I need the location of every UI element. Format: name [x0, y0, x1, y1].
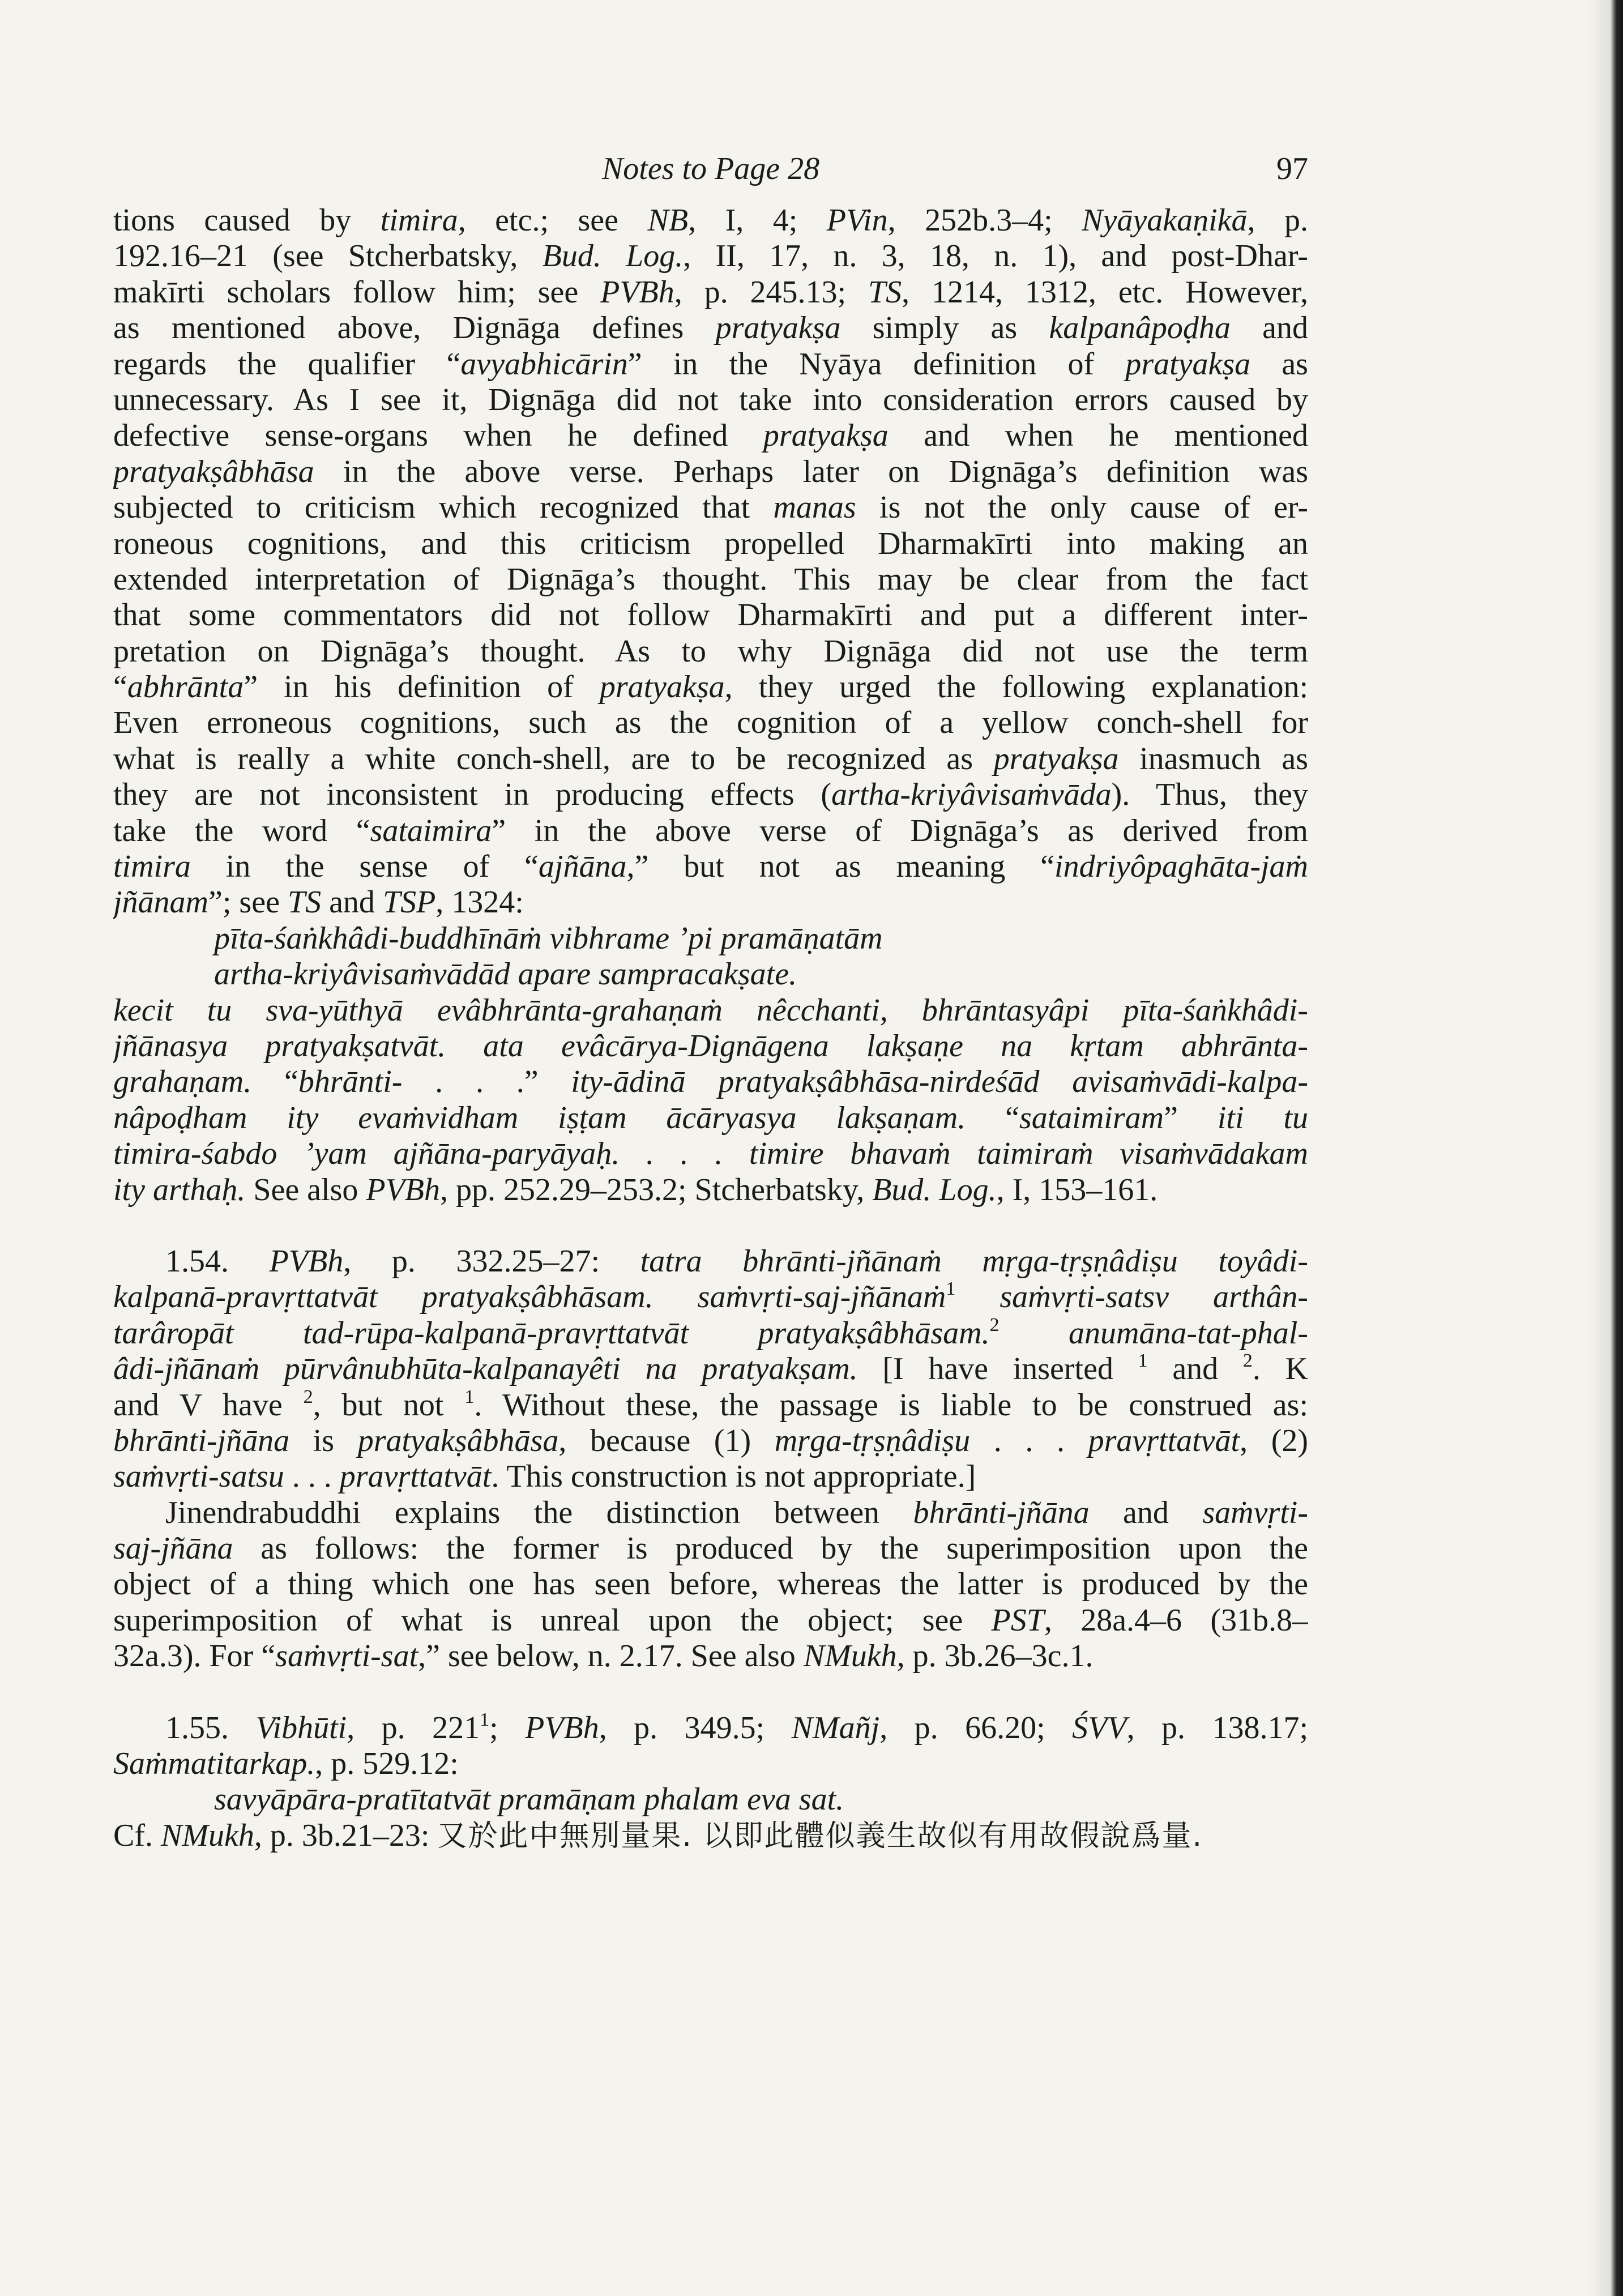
running-head	[113, 146, 1308, 191]
text-line	[113, 1316, 1308, 1351]
text-line: unnecessary. As I see it, Dignāga did not take into consideration errors caused by	[113, 382, 1308, 417]
italic-term: PVBh	[269, 1243, 344, 1279]
text-line: grahaṇam. “bhrānti- . . .” ity-ādinā pratyakṣâbhāsa-nirdeśād avisaṁvādi-kalpa-	[113, 1064, 1308, 1100]
chinese-quotation: 又於此中無別量果. 以即此體似義生故似有用故假說爲量.	[437, 1819, 1203, 1853]
italic-term: sataimira	[370, 813, 492, 848]
text-line: Saṁmatitarkap., p. 529.12:	[113, 1746, 459, 1782]
italic-term: jñānasya pratyakṣatvāt. ata evâcārya-Dignāgena lakṣaṇe na kṛtam abhrānta-	[113, 1028, 1308, 1064]
text-line: 1.55. Vibhūti, p. $221^1$; PVBh, p. 349.5; NMañj, p. 66.20; ŚVV, p. 138.17;	[165, 1710, 1308, 1746]
italic-term: kalpanâpoḍha	[1049, 310, 1231, 346]
italic-term: PVBh	[600, 274, 674, 310]
text-line: tions caused by timira, etc.; see NB, I, 4; PVin, 252b.3–4; Nyāyakaṇikā, p.	[113, 203, 1308, 238]
notes-text	[113, 203, 1308, 1854]
italic-term: avyabhicārin	[460, 346, 628, 382]
paragraph-nmukh	[113, 1818, 1308, 1854]
italic-term: pratyakṣâbhāsa	[113, 454, 314, 489]
italic-term: ajñāna	[538, 849, 627, 885]
italic-term: tatra bhrānti-jñānaṁ mṛga-tṛṣṇâdiṣu toyâdi-	[640, 1243, 1308, 1279]
note-1-54	[113, 1244, 1308, 1495]
text-line: bhrānti-jñāna is pratyakṣâbhāsa, because (1) mṛga-tṛṣṇâdiṣu . . . pravṛttatvāt, (2)	[113, 1423, 1308, 1458]
text-line: as mentioned above, Dignāga defines pratyakṣa simply as kalpanâpoḍha and	[113, 310, 1308, 346]
superscript-marker: 1	[464, 1387, 475, 1407]
text-line	[113, 993, 1308, 1028]
italic-term: ity arthaḥ.	[113, 1172, 246, 1207]
text-line: jñānam”; see TS and TSP, 1324:	[113, 885, 524, 920]
italic-term: NB	[647, 203, 689, 238]
text-line: defective sense-organs when he defined pratyakṣa and when he mentioned	[113, 418, 1308, 454]
quotation-tsp	[113, 993, 1308, 1208]
italic-term: ŚVV	[1072, 1710, 1127, 1746]
italic-term: ity-ādinā pratyakṣâbhāsa-nirdeśād avisaṁvādi-kalpa-	[571, 1064, 1308, 1100]
text-line	[113, 1028, 1308, 1064]
superscript-marker: 1	[480, 1710, 490, 1730]
note-gap	[113, 1208, 1308, 1244]
italic-term: timira-śabdo ’yam ajñāna-paryāyaḥ. . . . timire bhavaṁ taimiraṁ visaṁvādakam	[113, 1136, 1308, 1172]
text-line	[113, 1136, 1308, 1172]
italic-term: pratyakṣa	[993, 741, 1119, 776]
italic-term: anumāna-tat-phal-	[1068, 1315, 1308, 1351]
italic-term: PVBh	[366, 1172, 441, 1207]
text-line: roneous cognitions, and this criticism propelled Dharmakīrti into making an	[113, 526, 1308, 561]
italic-term: TS	[287, 885, 322, 920]
superscript-marker: 1	[1138, 1351, 1148, 1372]
paragraph-timira	[113, 203, 1308, 921]
italic-term: kecit tu sva-yūthyā evâbhrānta-grahaṇaṁ nêcchanti, bhrāntasyâpi pīta-śaṅkhâdi-	[113, 992, 1308, 1028]
italic-term: saj-jñāna	[113, 1531, 233, 1567]
italic-term: tarâropāt tad-rūpa-kalpanā-pravṛttatvāt pratyakṣâbhāsam.	[113, 1315, 990, 1351]
italic-term: TS	[868, 274, 902, 310]
superscript-marker: 2	[303, 1387, 313, 1407]
text-line: saj-jñāna as follows: the former is produced by the superimposition upon the	[113, 1531, 1308, 1567]
note-1-55	[113, 1710, 1308, 1782]
italic-term: pratyakṣa	[763, 418, 889, 454]
text-line: and V have $^2$, but not $^1$. Without these, the passage is liable to be construed as:	[113, 1387, 1308, 1423]
paragraph-jinendrabuddhi	[113, 1495, 1308, 1675]
text-line: object of a thing which one has seen before, whereas the latter is produced by the	[113, 1567, 1308, 1602]
italic-term: saṁvṛti-satsu	[113, 1459, 284, 1495]
italic-term: pratyakṣa	[715, 310, 841, 346]
italic-term: grahaṇam.	[113, 1064, 252, 1100]
italic-term: saṁvṛti-	[1202, 1495, 1308, 1530]
verse-savyapara	[113, 1782, 1308, 1817]
text-line	[113, 921, 1308, 957]
text-line: 32a.3). For “saṁvṛti-sat,” see below, n. 2.17. See also NMukh, p. 3b.26–3c.1.	[113, 1638, 1094, 1674]
italic-term: timira	[380, 203, 458, 238]
italic-term: Bud. Log.	[542, 238, 684, 274]
italic-term: pīta-śaṅkhâdi-buddhīnāṁ vibhrame ’pi pramāṇatām	[214, 920, 883, 956]
text-line: pretation on Dignāga’s thought. As to why Dignāga did not use the term	[113, 633, 1308, 669]
italic-term: sataimiram	[1019, 1100, 1164, 1136]
running-head-title: Notes to Page 28	[601, 151, 820, 186]
italic-term: savyāpāra-pratītatvāt pramāṇam phalam eva sat.	[214, 1782, 844, 1817]
italic-term: pratyakṣa	[1125, 346, 1251, 382]
page-binding-edge	[1611, 0, 1623, 2296]
italic-term: nâpoḍham ity evaṁvidham iṣṭam ācāryasya lakṣaṇam.	[113, 1100, 966, 1136]
note-gap	[113, 1675, 1308, 1710]
italic-term: TSP	[382, 885, 436, 920]
text-line	[113, 1279, 1308, 1315]
text-line: what is really a white conch-shell, are to be recognized as pratyakṣa inasmuch as	[113, 741, 1308, 776]
italic-term: artha-kriyâvisaṁvādād apare sampracakṣate.	[214, 957, 797, 992]
italic-term: pratyakṣa	[599, 669, 725, 705]
italic-term: mṛga-tṛṣṇâdiṣu	[774, 1423, 971, 1458]
text-line: nâpoḍham ity evaṁvidham iṣṭam ācāryasya lakṣaṇam. “sataimiram” iti tu	[113, 1100, 1308, 1136]
page-number: 97	[1276, 151, 1308, 186]
italic-term: iti tu	[1217, 1100, 1308, 1136]
text-line: subjected to criticism which recognized that manas is not the only cause of er-	[113, 490, 1308, 526]
text-line: “abhrānta” in his definition of pratyakṣa, they urged the following explanation:	[113, 669, 1308, 705]
text-line: that some commentators did not follow Dharmakīrti and put a different inter-	[113, 598, 1308, 633]
italic-term: timira	[113, 849, 191, 885]
italic-term: saṁvṛti-sat	[275, 1638, 418, 1674]
italic-term: Vibhūti	[255, 1710, 347, 1746]
text-line: Even erroneous cognitions, such as the cognition of a yellow conch-shell for	[113, 705, 1308, 741]
text-line: take the word “sataimira” in the above verse of Dignāga’s as derived from	[113, 813, 1308, 848]
italic-term: NMañj	[791, 1710, 880, 1746]
text-line: regards the qualifier “avyabhicārin” in the Nyāya definition of pratyakṣa as	[113, 346, 1308, 382]
text-line: 1.54. PVBh, p. 332.25–27: tatra bhrānti-jñānaṁ mṛga-tṛṣṇâdiṣu toyâdi-	[165, 1243, 1308, 1279]
text-line: saṁvṛti-satsu . . . pravṛttatvāt. This construction is not appropriate.]	[113, 1459, 976, 1495]
italic-term: indriyôpaghāta-jaṁ	[1054, 849, 1308, 885]
italic-term: bhrānti-jñāna	[913, 1495, 1090, 1530]
text-line: âdi-jñānaṁ pūrvânubhūta-kalpanayêti na pratyakṣam. [I have inserted $^1$ and $^2$. K	[113, 1351, 1308, 1387]
italic-term: jñānam	[113, 885, 208, 920]
italic-term: pravṛttatvāt	[339, 1459, 492, 1495]
italic-term: kalpanā-pravṛttatvāt pratyakṣâbhāsam. saṁvṛti-saj-jñānaṁ	[113, 1279, 946, 1315]
text-line: Cf. NMukh, p. 3b.21–23: 又於此中無別量果. 以即此體似義生故似有用故假說爲量.	[113, 1817, 1203, 1853]
text-line: makīrti scholars follow him; see PVBh, p. 245.13; TS, 1214, 1312, etc. However,	[113, 274, 1308, 310]
italic-term: pratyakṣâbhāsa	[357, 1423, 559, 1458]
superscript-marker: 2	[1242, 1351, 1253, 1372]
text-line: ity arthaḥ. See also PVBh, pp. 252.29–253.2; Stcherbatsky, Bud. Log., I, 153–161.	[113, 1172, 1158, 1207]
italic-term: PVBh	[525, 1710, 599, 1746]
verse-tsp-1324	[113, 921, 1308, 993]
italic-term: pravṛttatvāt	[1088, 1423, 1240, 1458]
italic-term: artha-kriyâvisaṁvāda	[831, 777, 1112, 813]
page-gutter-shadow	[1588, 0, 1611, 2296]
text-line	[113, 957, 1308, 992]
text-line: extended interpretation of Dignāga’s thought. This may be clear from the fact	[113, 561, 1308, 597]
text-line: superimposition of what is unreal upon the object; see PST, 28a.4–6 (31b.8–	[113, 1602, 1308, 1638]
text-line	[113, 1782, 1308, 1817]
text-line: they are not inconsistent in producing effects (artha-kriyâvisaṁvāda). Thus, they	[113, 777, 1308, 813]
text-line: Jinendrabuddhi explains the distinction between bhrānti-jñāna and saṁvṛti-	[165, 1495, 1308, 1530]
italic-term: PVin	[826, 203, 888, 238]
superscript-marker: 2	[989, 1315, 1000, 1335]
italic-term: NMukh	[803, 1638, 897, 1674]
superscript-marker: 1	[946, 1279, 956, 1300]
text-line: 192.16–21 (see Stcherbatsky, Bud. Log., II, 17, n. 3, 18, n. 1), and post-Dhar-	[113, 238, 1308, 274]
italic-term: manas	[773, 490, 856, 526]
italic-term: NMukh	[161, 1817, 254, 1853]
italic-term: PST	[991, 1602, 1044, 1638]
text-line: timira in the sense of “ajñāna,” but not as meaning “indriyôpaghāta-jaṁ	[113, 849, 1308, 885]
italic-term: saṁvṛti-satsv arthân-	[1000, 1279, 1308, 1315]
italic-term: abhrānta	[127, 669, 244, 705]
italic-term: âdi-jñānaṁ pūrvânubhūta-kalpanayêti na pratyakṣam.	[113, 1351, 858, 1387]
italic-term: Bud. Log.	[872, 1172, 997, 1207]
italic-term: Nyāyakaṇikā	[1082, 203, 1248, 238]
text-line: pratyakṣâbhāsa in the above verse. Perhaps later on Dignāga’s definition was	[113, 454, 1308, 489]
italic-term: Saṁmatitarkap.	[113, 1746, 315, 1782]
italic-term: bhrānti-	[298, 1064, 403, 1100]
italic-term: bhrānti-jñāna	[113, 1423, 290, 1458]
